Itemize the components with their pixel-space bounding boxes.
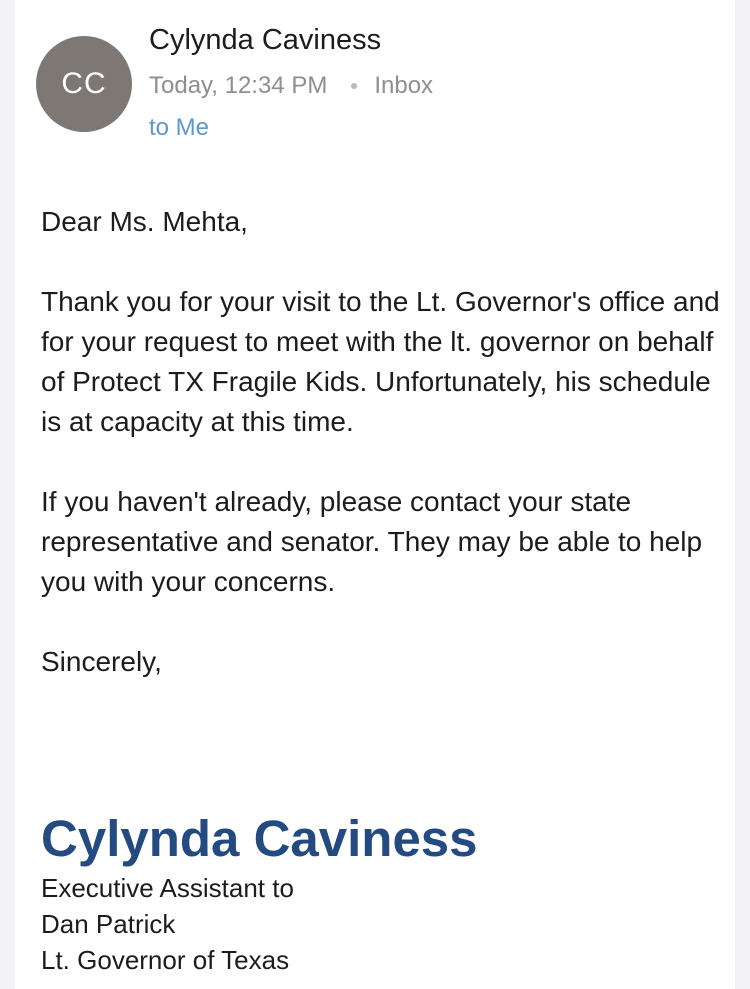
signature-office: Lt. Governor of Texas	[41, 945, 290, 975]
signature-title: Executive Assistant to	[41, 873, 294, 903]
recipient-link[interactable]: to Me	[149, 114, 210, 141]
sender-avatar[interactable]	[36, 36, 132, 132]
message-body	[41, 202, 727, 722]
signature	[41, 808, 727, 978]
mailbox-label: Inbox	[374, 72, 434, 99]
closing: Sincerely,	[41, 646, 162, 677]
message-header	[149, 20, 725, 144]
greeting: Dear Ms. Mehta,	[41, 206, 248, 237]
timestamp: Today, 12:34 PM	[149, 72, 328, 99]
signature-employer: Dan Patrick	[41, 909, 176, 939]
body-paragraph: If you haven't already, please contact your state representative and senator. They may be able to help you with your concerns.	[41, 486, 703, 597]
body-paragraph: Thank you for your visit to the Lt. Governor's office and for your request to meet with the lt. governor on behalf of Protect TX Fragile Kids. Unfortunately, his schedule is at capacity at this time.	[41, 286, 720, 437]
avatar-initials: CC	[61, 67, 107, 100]
separator-dot-icon	[351, 83, 357, 89]
sender-name[interactable]: Cylynda Caviness	[149, 24, 382, 56]
signature-name: Cylynda Caviness	[41, 810, 478, 867]
message-meta	[149, 70, 725, 102]
email-message-view	[15, 0, 735, 989]
